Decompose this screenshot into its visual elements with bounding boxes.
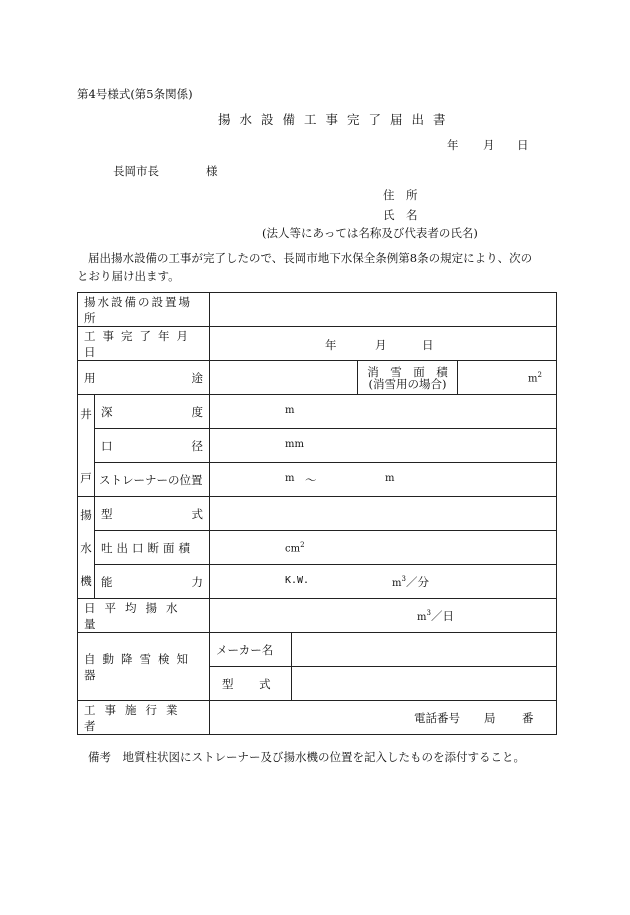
corporate-note: (法人等にあっては名称及び代表者の氏名) [262, 226, 478, 240]
completion-day: 日 [422, 338, 434, 352]
location-label-cell [78, 293, 210, 327]
contractor-label: 工事施行業者 [84, 702, 187, 733]
row-strainer [78, 463, 557, 497]
daily-average-value-cell[interactable] [210, 599, 557, 633]
snow-area-label-cell [358, 361, 458, 395]
well-group-cell [78, 395, 95, 497]
use-label-b: 途 [191, 370, 203, 385]
addressee-name: 長岡市長 [113, 164, 159, 178]
well-group-top: 井 [80, 406, 92, 421]
outlet-area-value-cell[interactable] [210, 531, 557, 565]
form-title: 揚水設備工事完了届出書 [218, 112, 455, 127]
pump-type-value-cell[interactable] [210, 497, 557, 531]
phone-number: 番 [522, 711, 534, 725]
depth-label-b: 度 [191, 404, 203, 419]
completion-date-value-cell[interactable] [210, 327, 557, 361]
date-year: 年 [447, 138, 459, 152]
pump-group-cell [78, 497, 95, 599]
use-value-cell[interactable] [210, 361, 358, 395]
snow-area-unit: $m^2$ [528, 371, 542, 385]
snow-area-value-cell[interactable] [458, 361, 557, 395]
use-label-a: 用 [84, 370, 96, 385]
outlet-area-label: 吐出口断面積 [101, 540, 194, 555]
pump-group-3: 機 [80, 573, 92, 588]
maker-label: メーカー名 [216, 642, 274, 657]
detector-type-label-cell [210, 667, 292, 701]
depth-unit: m [285, 405, 295, 416]
strainer-unit-from: m [285, 473, 295, 484]
daily-average-unit: $m^3/$日 [417, 609, 454, 623]
use-label-cell [78, 361, 210, 395]
outlet-area-unit: $cm^2$ [285, 541, 305, 555]
body-line-2: とおり届け出ます。 [77, 269, 180, 283]
location-value-cell[interactable] [210, 293, 557, 327]
date-month: 月 [483, 138, 495, 152]
body-line-1: 届出揚水設備の工事が完了したので、長岡市地下水保全条例第8条の規定により、次の [88, 251, 533, 265]
addressee-honorific: 様 [206, 164, 218, 178]
row-contractor [78, 701, 557, 735]
depth-label-a: 深 [101, 404, 113, 419]
contractor-label-cell [78, 701, 210, 735]
outlet-area-label-cell [95, 531, 210, 565]
capacity-label-cell [95, 565, 210, 599]
completion-form-table [77, 292, 557, 735]
pump-group-2: 水 [80, 540, 92, 555]
row-well-depth [78, 395, 557, 429]
diameter-unit: mm [285, 439, 304, 450]
row-location [78, 293, 557, 327]
phone-station: 局 [484, 711, 496, 725]
capacity-label-a: 能 [101, 574, 113, 589]
name-label: 氏 名 [383, 208, 418, 222]
row-capacity [78, 565, 557, 599]
depth-label-cell [95, 395, 210, 429]
detector-type-label-b: 式 [259, 676, 271, 691]
row-pump-type [78, 497, 557, 531]
capacity-value-cell[interactable] [210, 565, 557, 599]
completion-month: 月 [375, 338, 387, 352]
strainer-unit-to: m [385, 473, 395, 484]
location-label: 揚水設備の設置場所 [84, 294, 192, 325]
row-use [78, 361, 557, 395]
strainer-label: ストレーナーの位置 [99, 472, 203, 487]
row-well-diameter [78, 429, 557, 463]
strainer-value-cell[interactable] [210, 463, 557, 497]
diameter-label-cell [95, 429, 210, 463]
detector-type-label-a: 型 [222, 676, 234, 691]
snow-area-note: (消雪用の場合) [368, 376, 447, 391]
capacity-label-b: 力 [191, 574, 203, 589]
contractor-value-cell[interactable] [210, 701, 557, 735]
row-daily-average [78, 599, 557, 633]
detector-type-value-cell[interactable] [292, 667, 557, 701]
diameter-value-cell[interactable] [210, 429, 557, 463]
completion-date-label: 工事完了年月日 [84, 328, 195, 359]
depth-value-cell[interactable] [210, 395, 557, 429]
pump-group-1: 揚 [80, 507, 92, 522]
capacity-unit-flow: $m^3/$分 [392, 575, 429, 589]
remark: 備考 地質柱状図にストレーナー及び揚水機の位置を記入したものを添付すること。 [88, 750, 525, 764]
completion-date-label-cell [78, 327, 210, 361]
strainer-tilde: 〜 [305, 473, 317, 487]
strainer-label-cell [95, 463, 210, 497]
phone-label: 電話番号 [414, 711, 460, 725]
maker-value-cell[interactable] [292, 633, 557, 667]
completion-year: 年 [325, 338, 337, 352]
diameter-label-b: 径 [191, 438, 203, 453]
pump-type-label-b: 式 [191, 506, 203, 521]
capacity-unit-kw: K.W. [285, 575, 310, 586]
well-group-bottom: 戸 [80, 470, 92, 485]
row-snow-detector-maker [78, 633, 557, 667]
pump-type-label-a: 型 [101, 506, 113, 521]
address-label: 住 所 [383, 188, 418, 202]
daily-average-label: 日平均揚水量 [84, 600, 187, 631]
snow-detector-label: 自動降雪検知器 [84, 651, 195, 682]
form-number: 第4号様式(第5条関係) [77, 87, 193, 101]
snow-area-label: 消 雪 面 積 [367, 364, 448, 379]
pump-type-label-cell [95, 497, 210, 531]
row-outlet-area [78, 531, 557, 565]
snow-detector-label-cell [78, 633, 210, 701]
diameter-label-a: 口 [101, 438, 113, 453]
maker-label-cell [210, 633, 292, 667]
daily-average-label-cell [78, 599, 210, 633]
date-day: 日 [517, 138, 529, 152]
row-completion-date [78, 327, 557, 361]
